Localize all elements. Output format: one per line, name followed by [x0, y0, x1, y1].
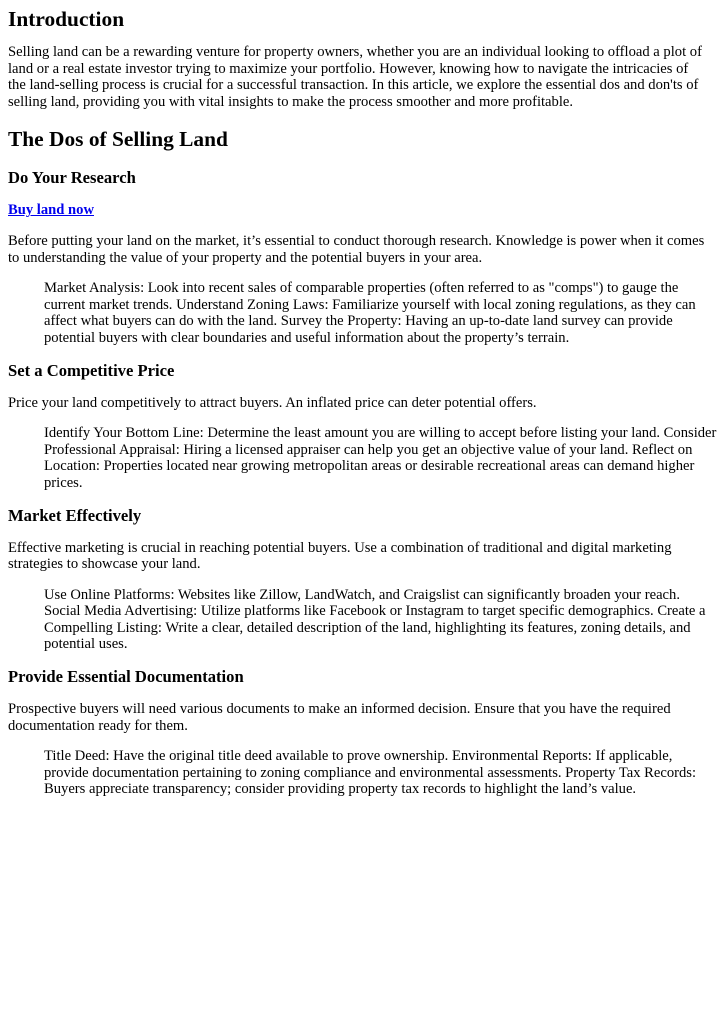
- section-quote-research: [44, 280, 712, 346]
- quote-line: Title Deed: Have the original title deed available to prove ownership. Environmental Reports: If applicable,: [44, 748, 673, 765]
- section-quote-documentation: [44, 748, 712, 798]
- buy-land-link[interactable]: Buy land now: [8, 202, 94, 219]
- quote-line: Location: Properties located near growing metropolitan areas or desirable recreational areas can demand higher: [44, 458, 695, 475]
- section-quote-marketing: [44, 587, 712, 653]
- quote-line: potential buyers with clear boundaries and useful information about the property’s terrain.: [44, 329, 570, 346]
- quote-line: Market Analysis: Look into recent sales of comparable properties (often referred to as "comps") to gauge the: [44, 280, 679, 297]
- quote-line: current market trends. Understand Zoning Laws: Familiarize yourself with local zoning regulations, as they can: [44, 296, 696, 313]
- quote-line: Compelling Listing: Write a clear, detailed description of the land, highlighting its features, zoning details, and: [44, 619, 691, 636]
- section-heading-price: Set a Competitive Price: [8, 360, 175, 380]
- quote-line: provide documentation pertaining to zoning compliance and environmental assessments. Property Tax Records:: [44, 764, 697, 781]
- section-paragraph-price: Price your land competitively to attract buyers. An inflated price can deter potential offers.: [8, 394, 537, 411]
- buy-land-link-wrapper: [8, 202, 712, 219]
- section-heading-marketing: Market Effectively: [8, 505, 142, 525]
- section-quote-price: [44, 425, 717, 491]
- section-paragraph-research: Before putting your land on the market, it’s essential to conduct thorough research. Knowledge is power when it comes to understanding the value of your property and the potential buyers in your area.: [8, 232, 705, 266]
- quote-line: Buyers appreciate transparency; consider providing property tax records to highlight the land’s value.: [44, 781, 637, 798]
- section-heading-research: Do Your Research: [8, 168, 136, 188]
- dos-heading: The Dos of Selling Land: [8, 127, 228, 152]
- section-heading-documentation: Provide Essential Documentation: [8, 667, 244, 687]
- intro-heading: Introduction: [8, 7, 125, 31]
- quote-line: potential uses.: [44, 636, 128, 653]
- quote-line: Identify Your Bottom Line: Determine the least amount you are willing to accept before listing your land. Consider: [44, 425, 717, 442]
- quote-line: Use Online Platforms: Websites like Zillow, LandWatch, and Craigslist can significantly broaden your reach.: [44, 586, 680, 603]
- section-paragraph-marketing: Effective marketing is crucial in reaching potential buyers. Use a combination of traditional and digital marketing strategies to showcase your land.: [8, 539, 672, 573]
- intro-paragraph: Selling land can be a rewarding venture for property owners, whether you are an individual looking to offload a plot of land or a real estate investor trying to maximize your portfolio. However, knowing how to navigate the intricacies of the land-selling process is crucial for a successful transaction. In this article, we explore the essential dos and don'ts of selling land, providing you with vital insights to make the process smoother and more profitable.: [8, 44, 702, 110]
- quote-line: Social Media Advertising: Utilize platforms like Facebook or Instagram to target specific demographics. Create a: [44, 603, 706, 620]
- quote-line: affect what buyers can do with the land. Survey the Property: Having an up-to-date land survey can provide: [44, 313, 673, 330]
- quote-line: prices.: [44, 474, 83, 491]
- quote-line: Professional Appraisal: Hiring a licensed appraiser can help you get an objective value of your land. Reflect on: [44, 441, 693, 458]
- section-paragraph-documentation: Prospective buyers will need various documents to make an informed decision. Ensure that you have the required documentation ready for them.: [8, 701, 671, 734]
